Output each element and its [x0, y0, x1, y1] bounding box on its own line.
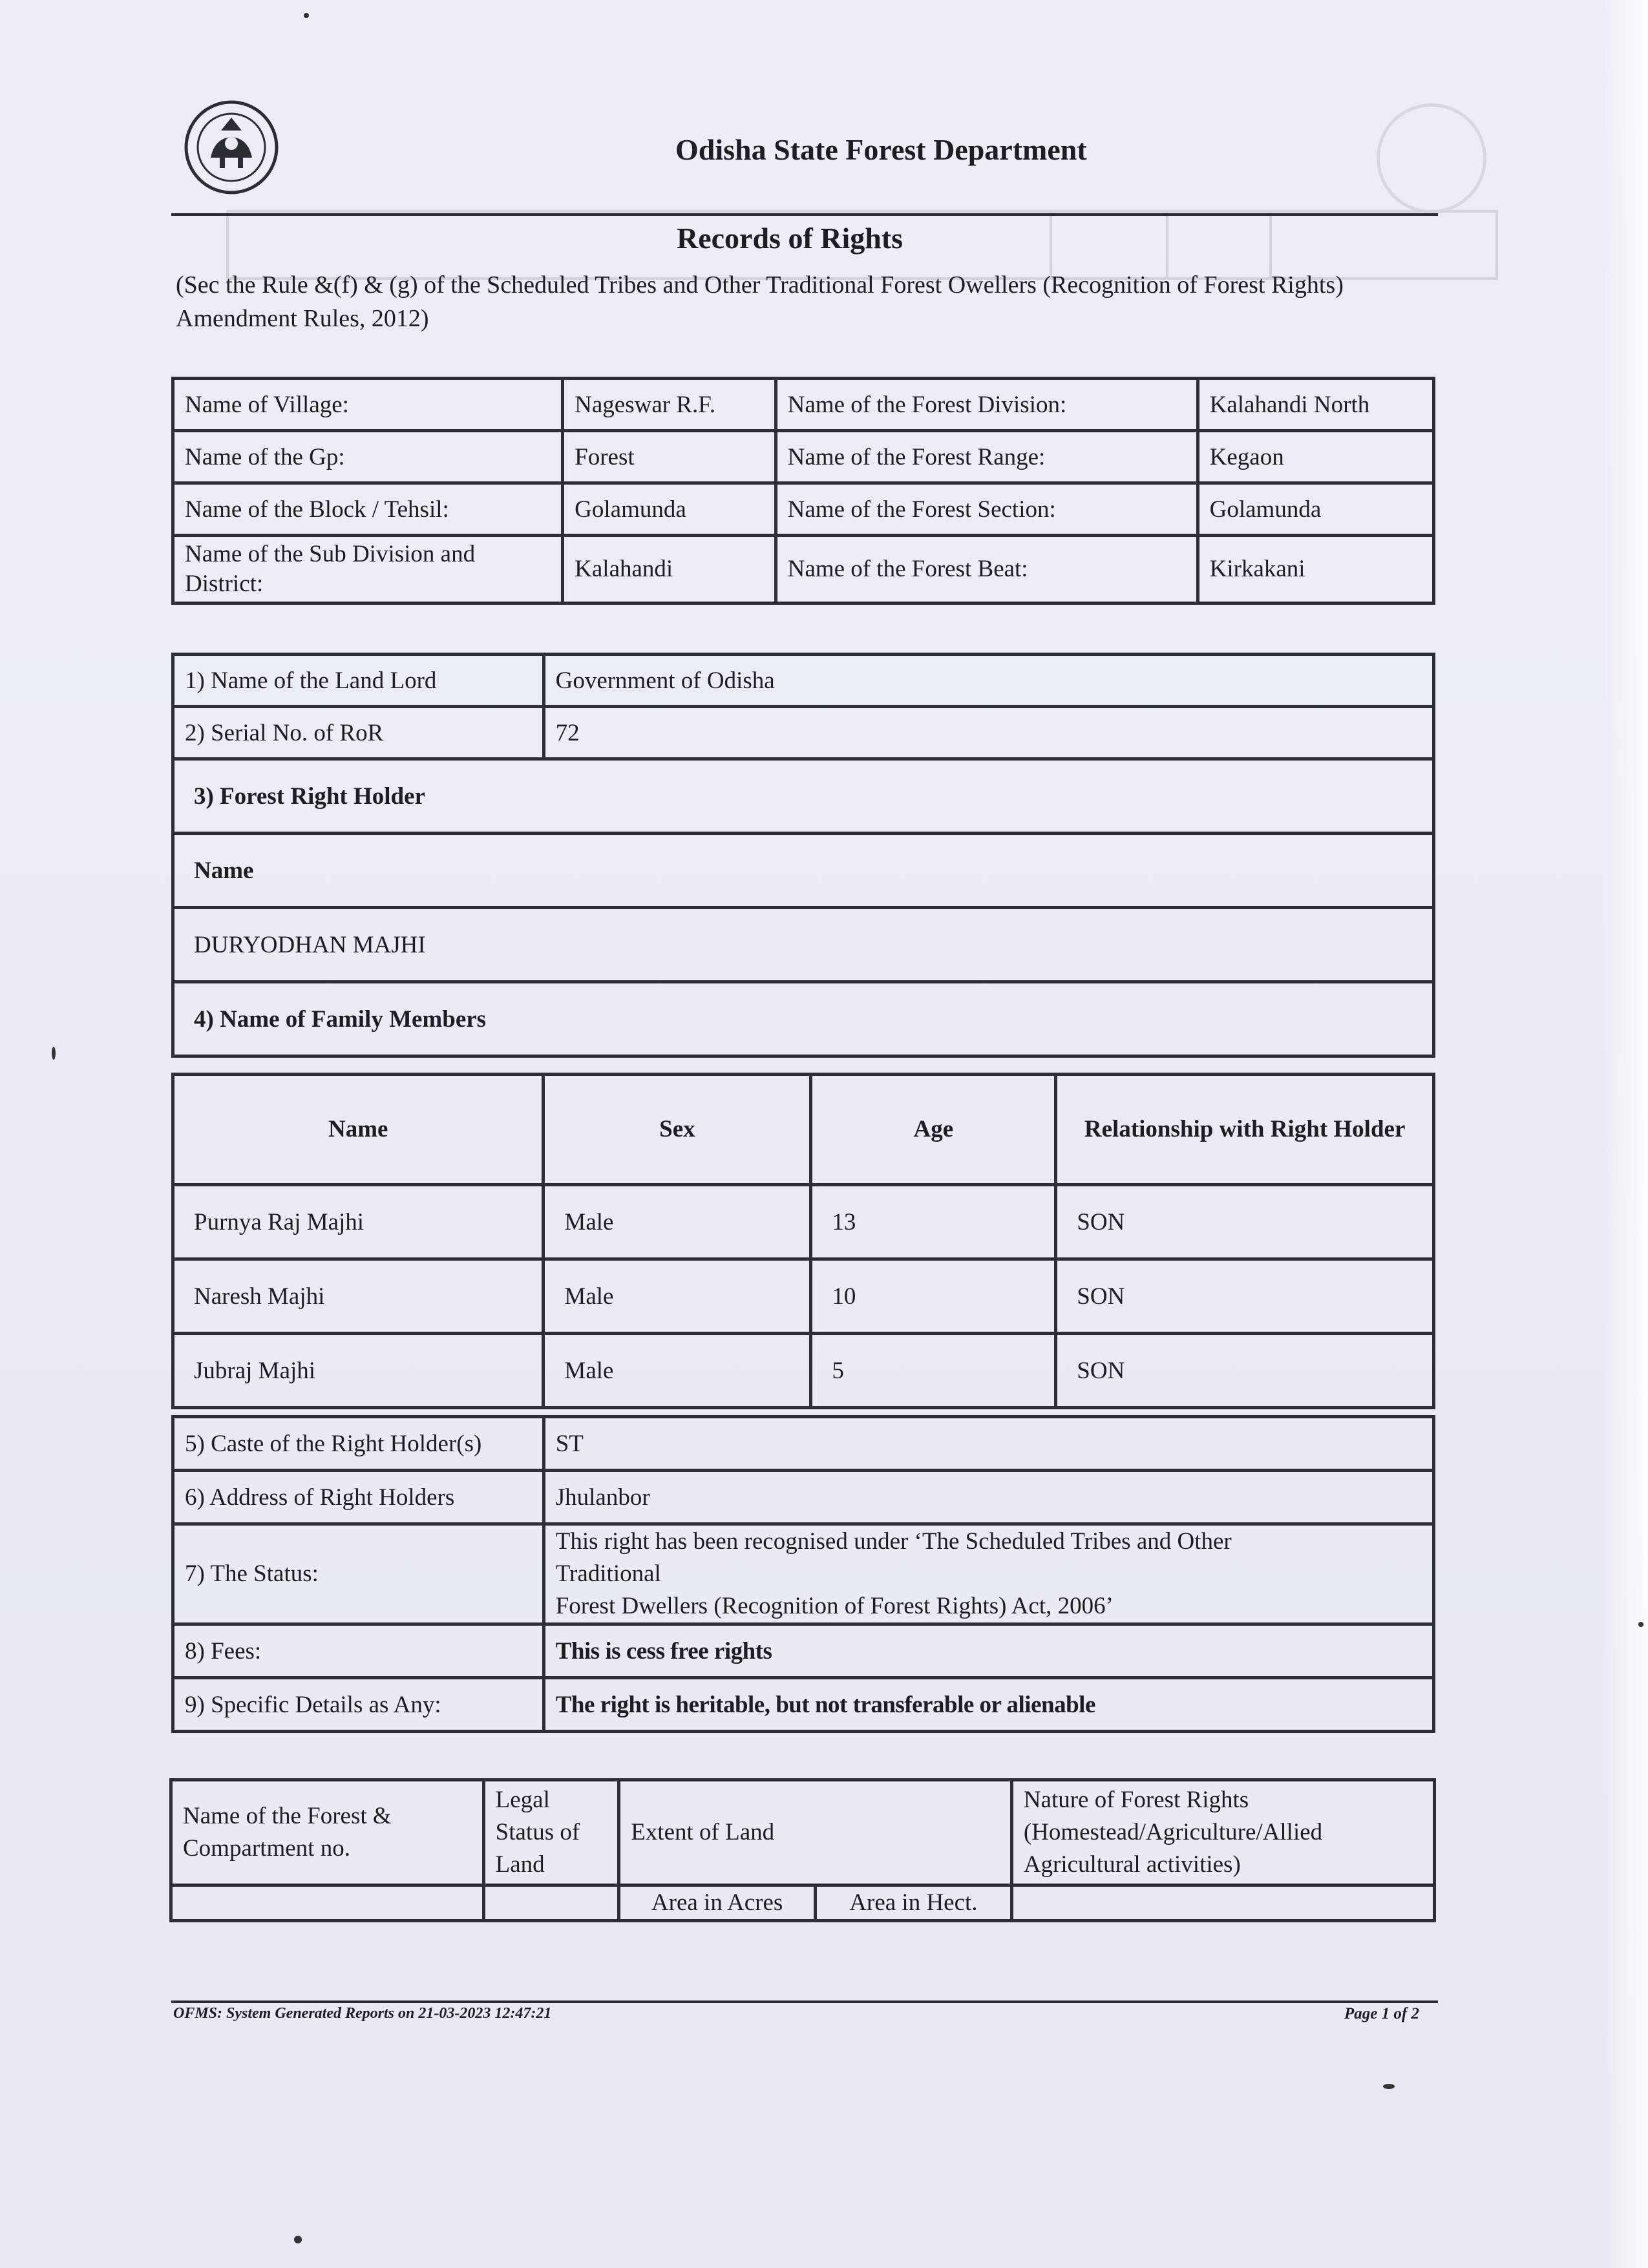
- village-label: Name of Village:: [173, 379, 563, 431]
- col-header-name: Name: [173, 1075, 544, 1185]
- caste-value: ST: [544, 1417, 1433, 1471]
- range-value: Kegaon: [1198, 431, 1433, 483]
- fees-value: This is cess free rights: [544, 1624, 1433, 1678]
- col-header-age: Age: [811, 1075, 1056, 1185]
- show-through-emblem: [1377, 103, 1486, 213]
- member-sex: Male: [544, 1334, 811, 1408]
- table-row: [173, 655, 1434, 707]
- beat-label: Name of the Forest Beat:: [776, 536, 1198, 604]
- table-header-row: [173, 1075, 1434, 1185]
- holder-heading: 3) Forest Right Holder: [173, 759, 1434, 834]
- footer-divider: [171, 2000, 1438, 2003]
- table-row: [173, 1334, 1434, 1408]
- member-age: 13: [811, 1185, 1056, 1259]
- holder-name: DURYODHAN MAJHI: [173, 908, 1434, 982]
- table-row: [171, 1885, 1435, 1921]
- table-row: [173, 1259, 1434, 1334]
- document-title: Records of Rights: [677, 222, 903, 255]
- division-label: Name of the Forest Division:: [776, 379, 1198, 431]
- paper-speck: [1383, 2084, 1395, 2089]
- table-row: [173, 1624, 1434, 1678]
- member-sex: Male: [544, 1185, 811, 1259]
- member-sex: Male: [544, 1259, 811, 1334]
- table-row: [173, 834, 1434, 908]
- col-header-sex: Sex: [544, 1075, 811, 1185]
- status-line: Forest Dwellers (Recognition of Forest Rights) Act, 2006’: [555, 1593, 1114, 1619]
- odisha-emblem-icon: [182, 98, 280, 196]
- block-value: Golamunda: [563, 483, 776, 536]
- village-value: Nageswar R.F.: [563, 379, 776, 431]
- department-title: Odisha State Forest Department: [675, 133, 1087, 166]
- serial-label: 2) Serial No. of RoR: [173, 707, 544, 759]
- subdivision-value: Kalahandi: [563, 536, 776, 604]
- table-row: [173, 1471, 1434, 1524]
- legal-status-label: Legal Status of Land: [483, 1780, 619, 1885]
- division-value: Kalahandi North: [1198, 379, 1433, 431]
- empty-cell: [1011, 1885, 1434, 1921]
- details-table: [171, 653, 1435, 1058]
- member-relation: SON: [1056, 1334, 1434, 1408]
- paper-speck: [294, 2236, 302, 2243]
- gp-value: Forest: [563, 431, 776, 483]
- nature-label: Nature of Forest Rights (Homestead/Agriculture/Allied Agricultural activities): [1011, 1780, 1434, 1885]
- subdivision-label: Name of the Sub Division and District:: [173, 536, 563, 604]
- header-divider: [171, 213, 1438, 216]
- col-header-relation: Relationship with Right Holder: [1056, 1075, 1434, 1185]
- serial-value: 72: [544, 707, 1433, 759]
- section-label: Name of the Forest Section:: [776, 483, 1198, 536]
- family-heading: 4) Name of Family Members: [173, 982, 1434, 1056]
- landlord-label: 1) Name of the Land Lord: [173, 655, 544, 707]
- further-details-table: [171, 1415, 1435, 1733]
- area-hect-label: Area in Hect.: [816, 1885, 1012, 1921]
- table-row: [173, 982, 1434, 1056]
- area-acres-label: Area in Acres: [619, 1885, 816, 1921]
- table-header-row: [171, 1780, 1435, 1885]
- block-label: Name of the Block / Tehsil:: [173, 483, 563, 536]
- table-row: [173, 379, 1434, 431]
- status-line: Traditional: [555, 1560, 661, 1587]
- specific-label: 9) Specific Details as Any:: [173, 1678, 544, 1732]
- empty-cell: [483, 1885, 619, 1921]
- page-edge-shade: [1603, 0, 1648, 2268]
- specific-value: The right is heritable, but not transferable or alienable: [544, 1678, 1433, 1732]
- range-label: Name of the Forest Range:: [776, 431, 1198, 483]
- family-table: [171, 1073, 1435, 1409]
- extent-label: Extent of Land: [619, 1780, 1012, 1885]
- generated-note: OFMS: System Generated Reports on 21-03-2023 12:47:21: [173, 2005, 552, 2022]
- address-value: Jhulanbor: [544, 1471, 1433, 1524]
- table-row: [173, 1417, 1434, 1471]
- section-value: Golamunda: [1198, 483, 1433, 536]
- table-row: [173, 1524, 1434, 1624]
- paper-speck: [304, 13, 309, 18]
- land-table: [169, 1778, 1436, 1922]
- paper-speck: [1638, 1622, 1643, 1627]
- caste-label: 5) Caste of the Right Holder(s): [173, 1417, 544, 1471]
- member-name: Jubraj Majhi: [173, 1334, 544, 1408]
- document-subtitle: (Sec the Rule &(f) & (g) of the Scheduled Tribes and Other Traditional Forest Owellers (Recognition of Forest Rights) Amendment Rules, 2012): [176, 271, 1344, 332]
- member-age: 5: [811, 1334, 1056, 1408]
- table-row: [173, 908, 1434, 982]
- beat-value: Kirkakani: [1198, 536, 1433, 604]
- gp-label: Name of the Gp:: [173, 431, 563, 483]
- name-heading: Name: [173, 834, 1434, 908]
- landlord-value: Government of Odisha: [544, 655, 1433, 707]
- address-label: 6) Address of Right Holders: [173, 1471, 544, 1524]
- table-row: [173, 483, 1434, 536]
- member-age: 10: [811, 1259, 1056, 1334]
- table-row: [173, 707, 1434, 759]
- member-name: Purnya Raj Majhi: [173, 1185, 544, 1259]
- fees-label: 8) Fees:: [173, 1624, 544, 1678]
- table-row: [173, 536, 1434, 604]
- status-label: 7) The Status:: [173, 1524, 544, 1624]
- page-number: Page 1 of 2: [1344, 2005, 1419, 2022]
- table-row: [173, 1185, 1434, 1259]
- table-row: [173, 759, 1434, 834]
- forest-compartment-label: Name of the Forest & Compartment no.: [171, 1780, 484, 1885]
- member-relation: SON: [1056, 1259, 1434, 1334]
- member-relation: SON: [1056, 1185, 1434, 1259]
- paper-speck: [52, 1047, 56, 1060]
- status-value: [544, 1524, 1433, 1624]
- member-name: Naresh Majhi: [173, 1259, 544, 1334]
- table-row: [173, 1678, 1434, 1732]
- empty-cell: [171, 1885, 484, 1921]
- location-table: [171, 377, 1435, 605]
- status-line: This right has been recognised under ‘The Scheduled Tribes and Other: [555, 1528, 1232, 1555]
- table-row: [173, 431, 1434, 483]
